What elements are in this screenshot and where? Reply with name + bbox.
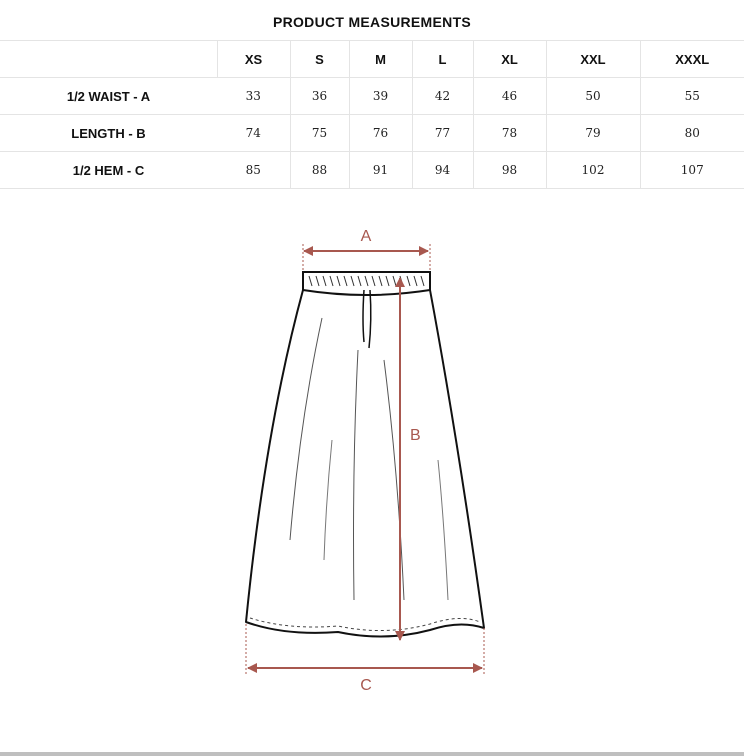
table-cell: 88	[290, 152, 349, 189]
size-header-l: L	[412, 41, 473, 78]
table-header-row	[0, 41, 744, 78]
bottom-divider	[0, 752, 744, 756]
row-label-waist: 1/2 WAIST - A	[0, 78, 217, 115]
table-cell: 102	[546, 152, 640, 189]
table-cell: 36	[290, 78, 349, 115]
table-cell: 50	[546, 78, 640, 115]
table-cell: 33	[217, 78, 290, 115]
row-label-hem: 1/2 HEM - C	[0, 152, 217, 189]
size-header-xxxl: XXXL	[640, 41, 744, 78]
table-cell: 76	[349, 115, 412, 152]
size-header-s: S	[290, 41, 349, 78]
table-cell: 107	[640, 152, 744, 189]
page-title: PRODUCT MEASUREMENTS	[272, 14, 472, 30]
table-row	[0, 78, 744, 115]
skirt-measurement-diagram	[0, 186, 744, 746]
size-header-xs: XS	[217, 41, 290, 78]
table-cell: 77	[412, 115, 473, 152]
table-cell: 42	[412, 78, 473, 115]
table-cell: 39	[349, 78, 412, 115]
table-cell: 78	[473, 115, 546, 152]
measure-label-a: A	[360, 228, 372, 245]
table-cell: 85	[217, 152, 290, 189]
size-header-xxl: XXL	[546, 41, 640, 78]
table-row	[0, 152, 744, 189]
waistband	[303, 272, 430, 295]
measure-label-b: B	[410, 427, 421, 444]
table-cell: 79	[546, 115, 640, 152]
table-cell: 74	[217, 115, 290, 152]
table-cell: 91	[349, 152, 412, 189]
row-label-length: LENGTH - B	[0, 115, 217, 152]
header-corner-cell	[0, 41, 217, 78]
measurements-table	[0, 40, 744, 189]
size-header-xl: XL	[473, 41, 546, 78]
table-cell: 98	[473, 152, 546, 189]
table-cell: 75	[290, 115, 349, 152]
table-cell: 80	[640, 115, 744, 152]
table-cell: 46	[473, 78, 546, 115]
table-cell: 94	[412, 152, 473, 189]
skirt-body-outline	[246, 290, 484, 637]
measure-label-c: C	[360, 677, 372, 694]
size-header-m: M	[349, 41, 412, 78]
table-cell: 55	[640, 78, 744, 115]
table-row	[0, 115, 744, 152]
